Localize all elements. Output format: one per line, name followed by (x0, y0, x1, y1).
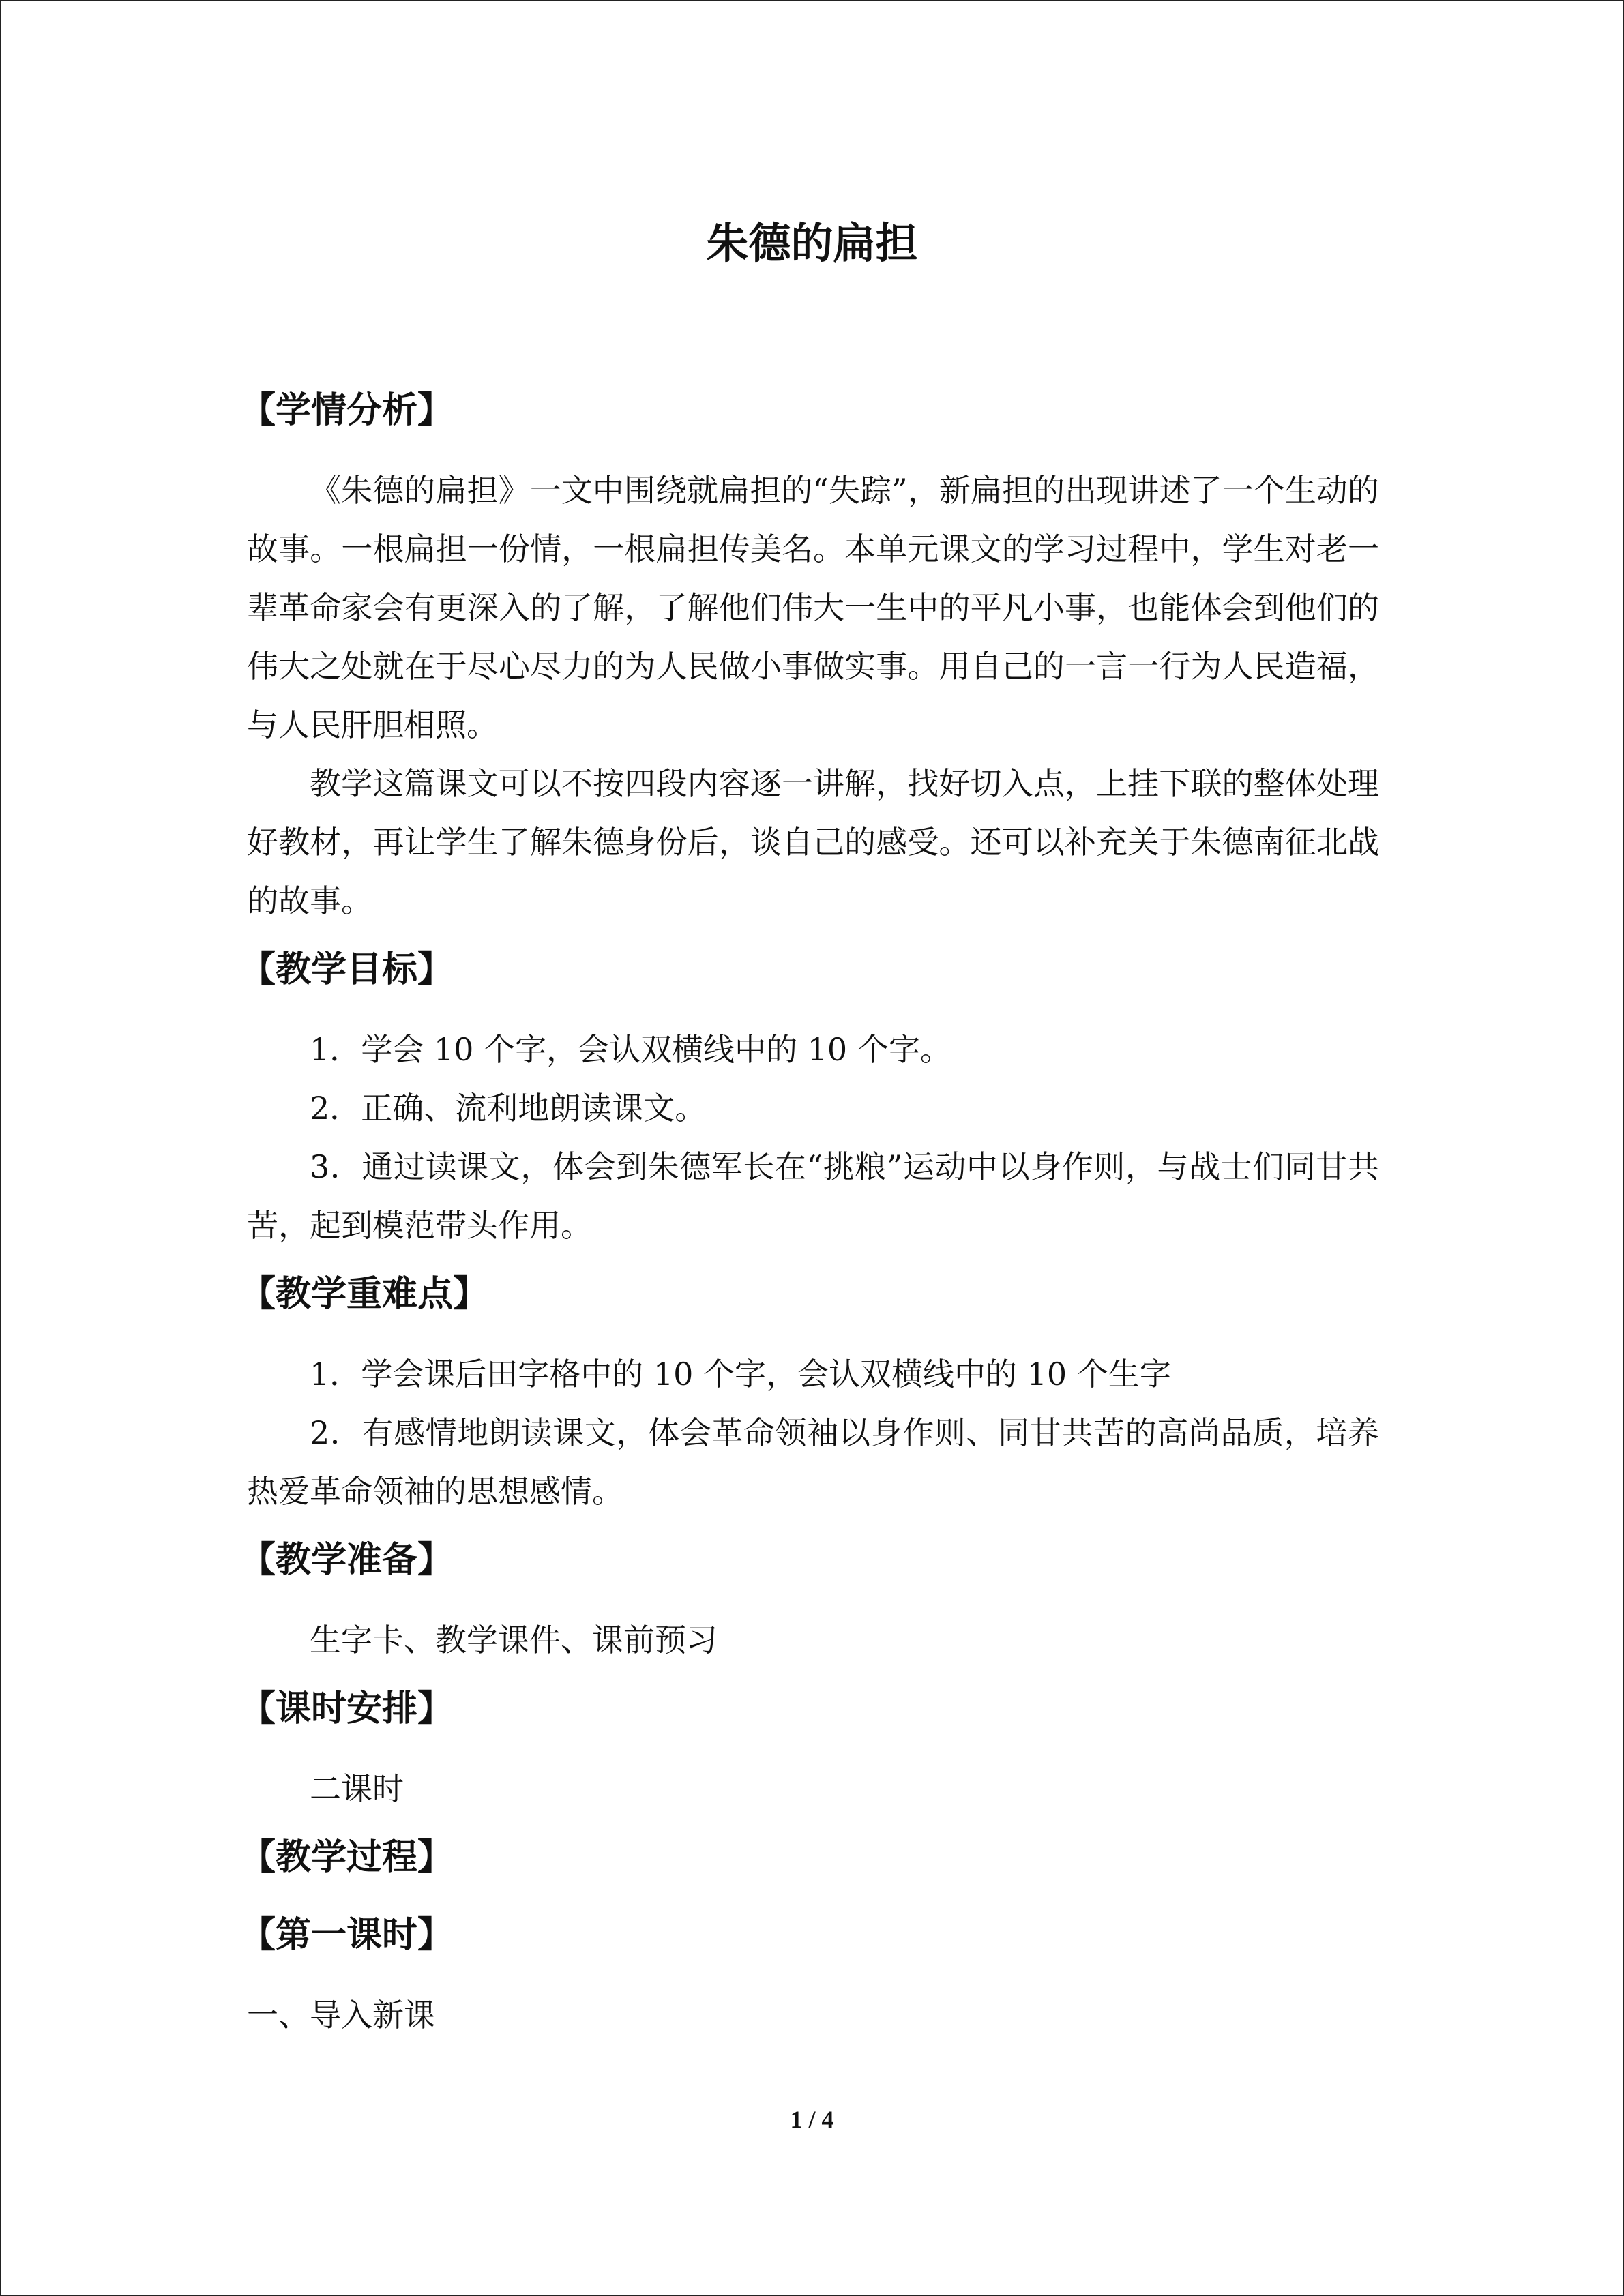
analysis-paragraph-2: 教学这篇课文可以不按四段内容逐一讲解，找好切入点，上挂下联的整体处理好教材，再让学生了解朱德身份后，谈自己的感受。还可以补充关于朱德南征北战的故事。 (247, 765, 1379, 919)
section-heading-key-points: 【教学重难点】 (240, 1274, 489, 1315)
analysis-paragraph-1: 《朱德的扁担》一文中围绕就扁担的“失踪”，新扁担的出现讲述了一个生动的故事。一根扁担一份情，一根扁担传美名。本单元课文的学习过程中，学生对老一辈革命家会有更深入的了解，了解他们伟大一生中的平凡小事，也能体会到他们的伟大之处就在于尽心尽力的为人民做小事做实事。用自己的一言一行为人民造福，与人民肝胆相照。 (247, 472, 1379, 743)
section-lesson-one (240, 1908, 1379, 2044)
schedule-text: 二课时 (310, 1770, 404, 1807)
section-process (240, 1830, 1379, 1885)
section-preparation (240, 1533, 1379, 1669)
goal-item-3: 3．通过读课文，体会到朱德军长在“挑粮”运动中以身作则，与战士们同甘共苦，起到模范带头作用。 (247, 1148, 1379, 1244)
key-point-item-2: 2．有感情地朗读课文，体会革命领袖以身作则、同甘共苦的高尚品质，培养热爱革命领袖的思想感情。 (247, 1414, 1379, 1510)
document-title: 朱德的扁担 (706, 218, 918, 268)
section-heading-preparation: 【教学准备】 (240, 1540, 454, 1581)
document-body (240, 383, 1379, 2044)
key-point-item-1: 1．学会课后田字格中的 10 个字，会认双横线中的 10 个生字 (310, 1356, 1171, 1392)
page-number: 1 / 4 (790, 2106, 834, 2133)
preparation-text: 生字卡、教学课件、课前预习 (310, 1622, 718, 1658)
section-heading-lesson-one: 【第一课时】 (240, 1915, 454, 1956)
goal-item-2: 2．正确、流利地朗读课文。 (310, 1090, 707, 1127)
section-heading-schedule: 【课时安排】 (240, 1688, 454, 1729)
section-goals (240, 942, 1379, 1255)
section-heading-process: 【教学过程】 (240, 1837, 454, 1878)
goal-item-1: 1．学会 10 个字，会认双横线中的 10 个字。 (310, 1031, 951, 1068)
section-analysis (240, 383, 1379, 930)
section-schedule (240, 1682, 1379, 1818)
section-key-points (240, 1267, 1379, 1521)
section-heading-goals: 【教学目标】 (240, 949, 454, 990)
section-heading-analysis: 【学情分析】 (240, 390, 454, 431)
lesson-step-1: 一、导入新课 (247, 1997, 435, 2033)
